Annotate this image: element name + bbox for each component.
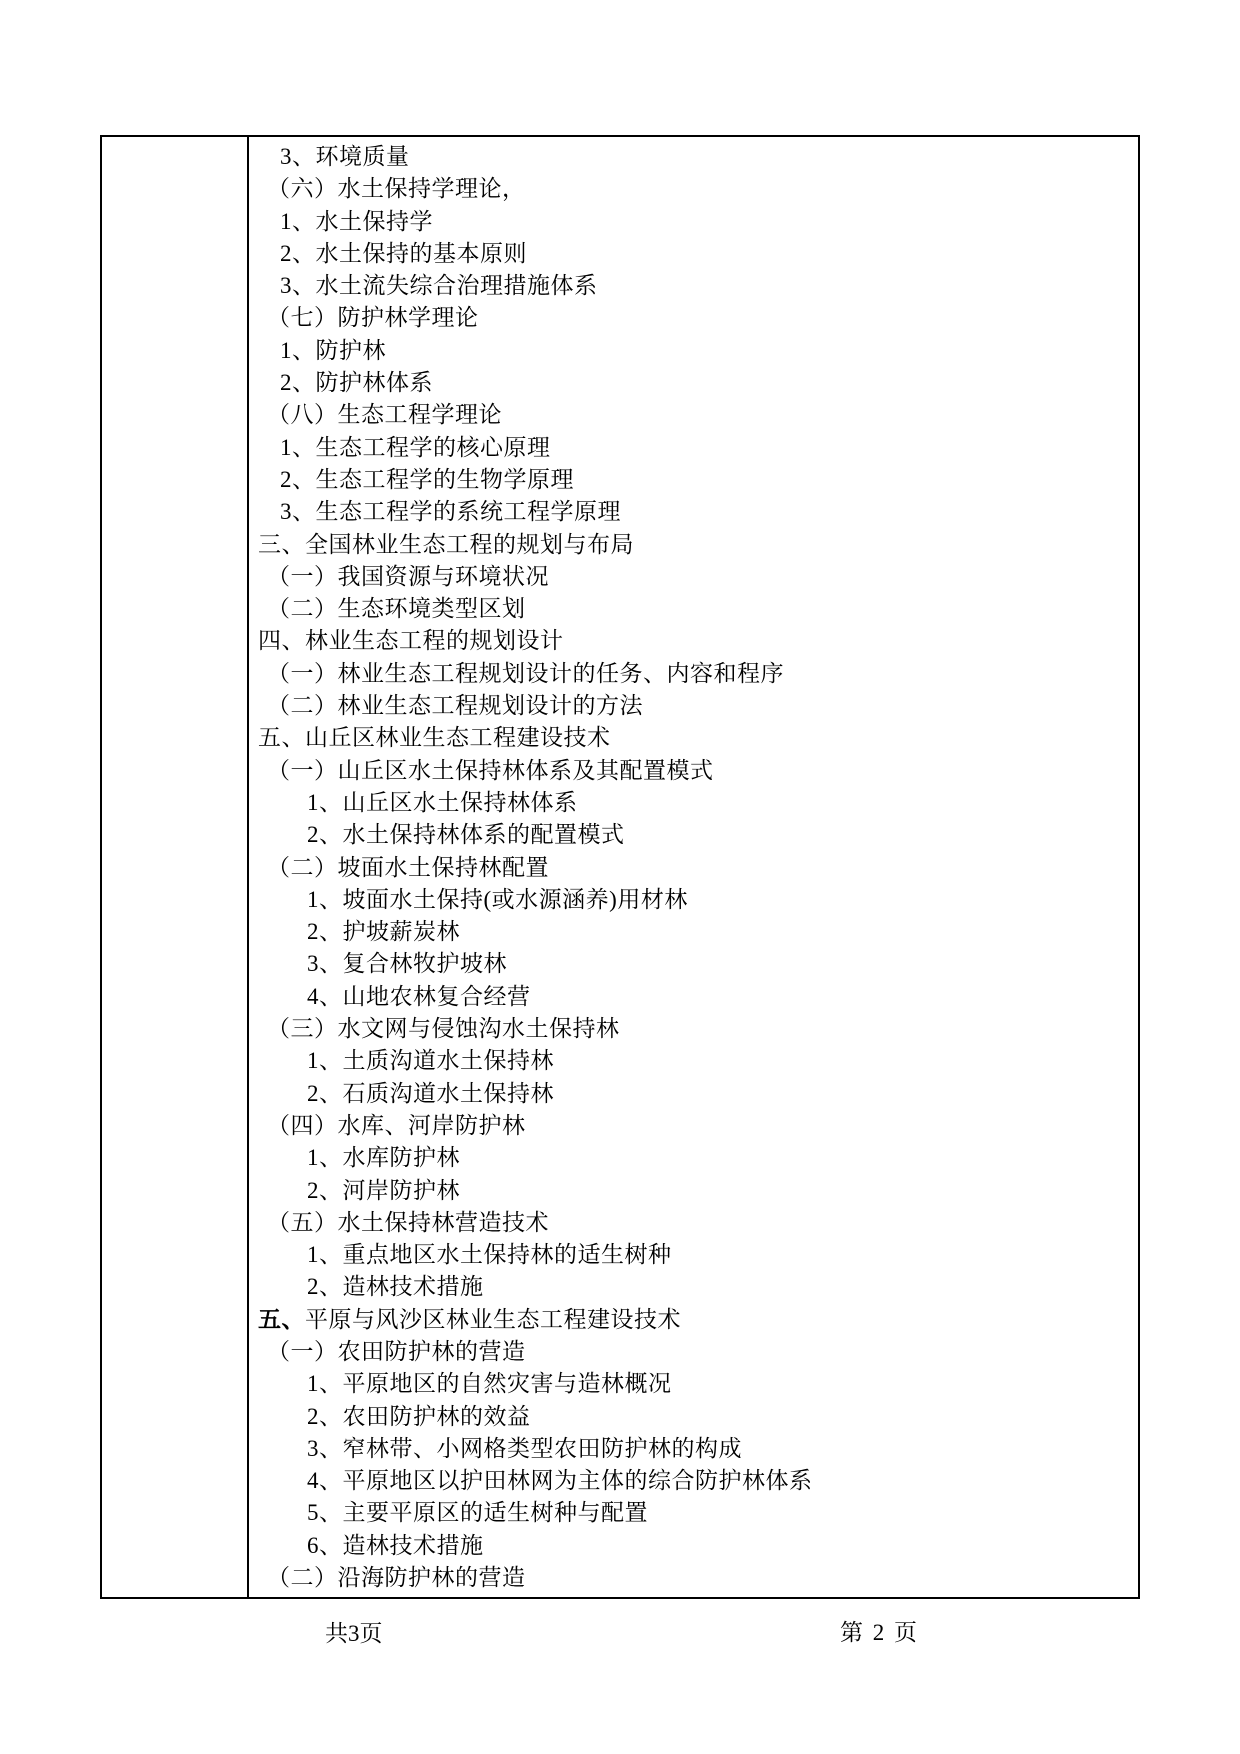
- outline-line: [249, 755, 1138, 787]
- outline-line: [249, 464, 1138, 496]
- outline-line-text: 6、造林技术措施: [307, 1532, 484, 1558]
- outline-line: [249, 593, 1138, 625]
- outline-line-text: 1、土质沟道水土保持林: [307, 1048, 554, 1074]
- outline-line-text: 4、平原地区以护田林网为主体的综合防护林体系: [307, 1468, 813, 1494]
- outline-line-text: （二）生态环境类型区划: [267, 596, 526, 622]
- outline-line-text: 5、主要平原区的适生树种与配置: [307, 1500, 648, 1526]
- outline-content: [249, 137, 1138, 1597]
- outline-line: [249, 399, 1138, 431]
- outline-line: [249, 1336, 1138, 1368]
- outline-line: [249, 141, 1138, 173]
- outline-line-text: 1、水土保持学: [280, 208, 433, 234]
- outline-line-text: 2、水土保持的基本原则: [280, 240, 527, 266]
- outline-line-text: （四）水库、河岸防护林: [267, 1112, 526, 1138]
- footer-total-pages: 共3页: [325, 1621, 383, 1646]
- outline-line-text: 2、造林技术措施: [307, 1274, 484, 1300]
- outline-line-text: 4、山地农林复合经营: [307, 983, 531, 1009]
- outline-line: [249, 173, 1138, 205]
- outline-line: [249, 625, 1138, 657]
- outline-line: [249, 787, 1138, 819]
- outline-line-text: （五）水土保持林营造技术: [267, 1209, 549, 1235]
- outline-line-text: 3、生态工程学的系统工程学原理: [280, 499, 621, 525]
- outline-line: [249, 722, 1138, 754]
- outline-line-text: 2、护坡薪炭林: [307, 919, 460, 945]
- outline-line: [249, 916, 1138, 948]
- outline-line: [249, 206, 1138, 238]
- outline-line: [249, 1530, 1138, 1562]
- outline-line-text: （三）水文网与侵蚀沟水土保持林: [267, 1016, 620, 1042]
- outline-line: [249, 1433, 1138, 1465]
- outline-line-text: 3、水土流失综合治理措施体系: [280, 273, 598, 299]
- outline-line: [249, 1497, 1138, 1529]
- outline-line: [249, 1401, 1138, 1433]
- outline-line-text: 三、全国林业生态工程的规划与布局: [258, 531, 634, 557]
- outline-line-text: 1、防护林: [280, 337, 386, 363]
- outline-line-text: 3、环境质量: [280, 144, 410, 169]
- outline-line: [249, 981, 1138, 1013]
- outline-line-text: 2、农田防护林的效益: [307, 1403, 531, 1429]
- outline-line: [249, 1304, 1138, 1336]
- outline-line: [249, 690, 1138, 722]
- outline-line-text: 1、山丘区水土保持林体系: [307, 789, 578, 815]
- outline-line-text: （八）生态工程学理论: [267, 402, 502, 428]
- outline-line: [249, 1078, 1138, 1110]
- outline-line-text: （二）坡面水土保持林配置: [267, 854, 549, 880]
- outline-line: [249, 819, 1138, 851]
- outline-line: [249, 1045, 1138, 1077]
- outline-line: [249, 561, 1138, 593]
- outline-line-text: 2、水土保持林体系的配置模式: [307, 822, 625, 848]
- outline-line: [249, 496, 1138, 528]
- outline-line-text: 平原与风沙区林业生态工程建设技术: [305, 1306, 681, 1332]
- outline-line: [249, 1110, 1138, 1142]
- outline-line-text: 1、生态工程学的核心原理: [280, 434, 551, 460]
- outline-line: [249, 1368, 1138, 1400]
- outline-line-text: 2、石质沟道水土保持林: [307, 1080, 554, 1106]
- outline-line: [249, 335, 1138, 367]
- outline-line: [249, 1271, 1138, 1303]
- outline-line-text: （二）林业生态工程规划设计的方法: [267, 693, 643, 719]
- outline-line: [249, 270, 1138, 302]
- outline-line: [249, 1142, 1138, 1174]
- outline-line-text: 四、林业生态工程的规划设计: [258, 628, 564, 654]
- outline-line-text: 1、重点地区水土保持林的适生树种: [307, 1242, 672, 1268]
- outline-line-text: 1、水库防护林: [307, 1145, 460, 1171]
- outline-line-text: （二）沿海防护林的营造: [267, 1565, 526, 1591]
- outline-line: [249, 1013, 1138, 1045]
- outline-line: [249, 1207, 1138, 1239]
- outline-line: [249, 529, 1138, 561]
- outline-line-text: 1、平原地区的自然灾害与造林概况: [307, 1371, 672, 1397]
- syllabus-table: [100, 135, 1140, 1599]
- footer-page-number: 第 2 页: [840, 1620, 919, 1645]
- outline-line: [249, 1562, 1138, 1594]
- outline-line: [249, 884, 1138, 916]
- outline-line-text: （一）农田防护林的营造: [267, 1338, 526, 1364]
- outline-line-text: 1、坡面水土保持(或水源涵养)用材林: [307, 886, 688, 912]
- outline-line-text: （七）防护林学理论: [267, 305, 479, 331]
- outline-line-text: 五、山丘区林业生态工程建设技术: [258, 725, 611, 751]
- outline-line-text: 3、复合林牧护坡林: [307, 951, 507, 977]
- outline-line-prefix: 五、: [258, 1306, 305, 1332]
- outline-line-text: 2、生态工程学的生物学原理: [280, 466, 574, 492]
- outline-line-text: 2、河岸防护林: [307, 1177, 460, 1203]
- outline-line: [249, 1239, 1138, 1271]
- outline-line-text: 3、窄林带、小网格类型农田防护林的构成: [307, 1435, 742, 1461]
- outline-line: [249, 852, 1138, 884]
- outline-line-text: （一）山丘区水土保持林体系及其配置模式: [267, 757, 714, 783]
- outline-line: [249, 1175, 1138, 1207]
- outline-line-text: （一）我国资源与环境状况: [267, 563, 549, 589]
- outline-line: [249, 238, 1138, 270]
- outline-line: [249, 432, 1138, 464]
- outline-line: [249, 1465, 1138, 1497]
- outline-line: [249, 302, 1138, 334]
- outline-line: [249, 658, 1138, 690]
- outline-line-text: 2、防护林体系: [280, 370, 433, 396]
- outline-line-text: （六）水土保持学理论，: [267, 176, 526, 202]
- outline-line-text: （一）林业生态工程规划设计的任务、内容和程序: [267, 660, 784, 686]
- outline-line: [249, 367, 1138, 399]
- table-left-empty-cell: [102, 137, 249, 1597]
- outline-line: [249, 948, 1138, 980]
